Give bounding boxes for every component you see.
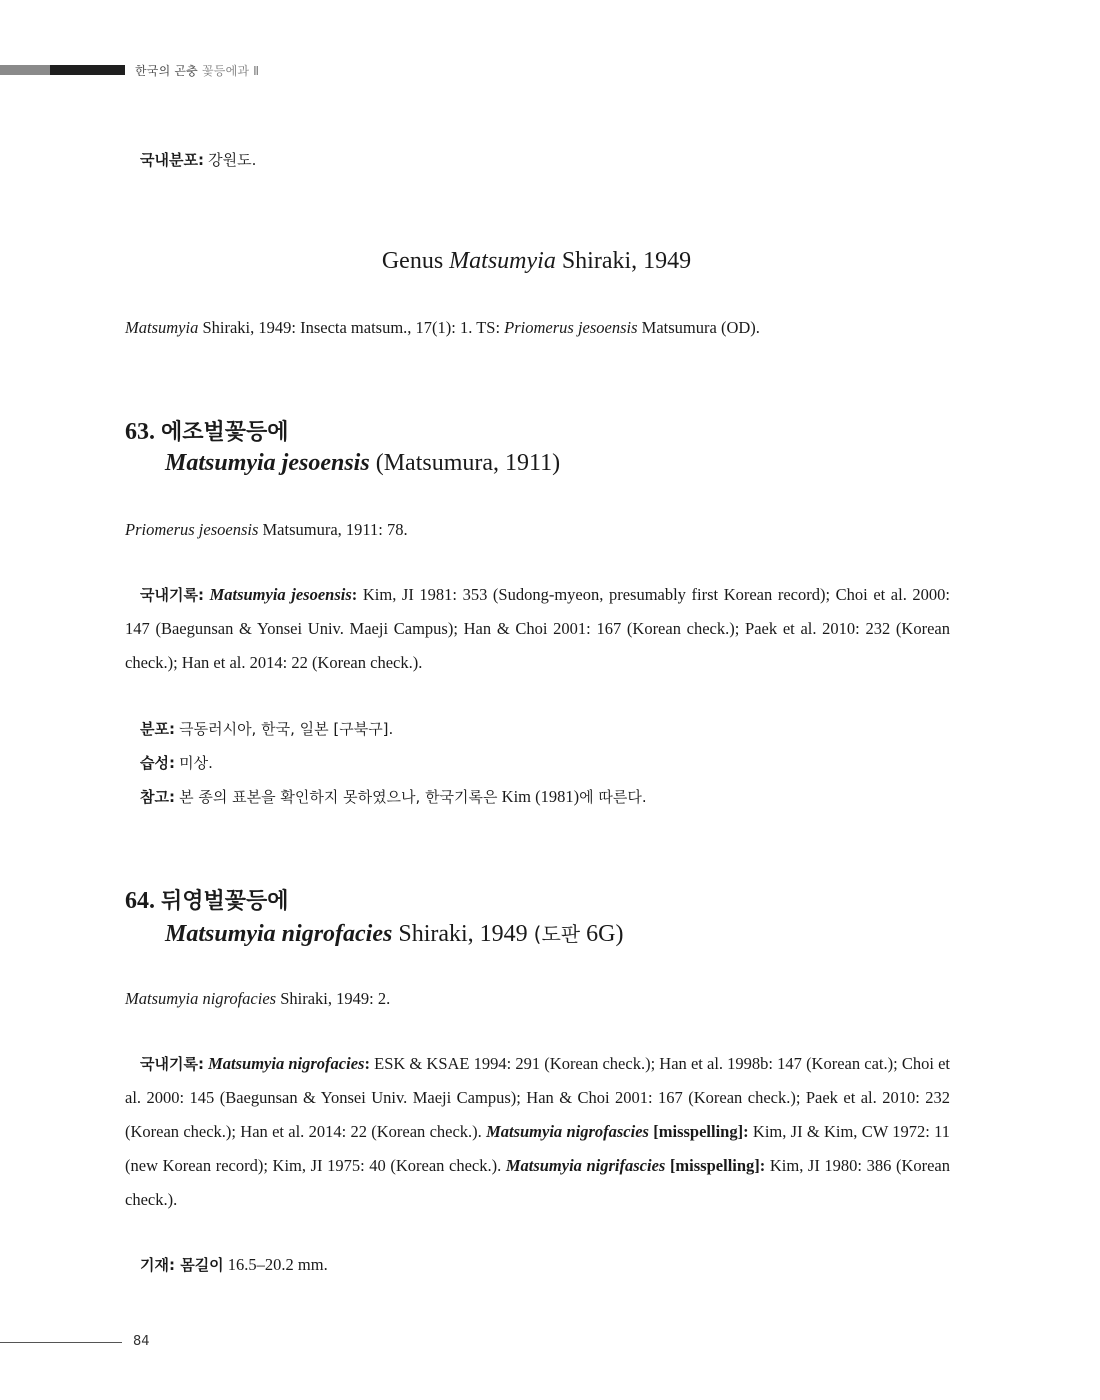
running-header	[135, 62, 259, 79]
genus-heading	[0, 248, 1073, 275]
species-64-plate-ref: 6G)	[586, 921, 624, 947]
page-number: 84	[133, 1334, 150, 1349]
species-63-number: 63.	[125, 419, 155, 445]
species-64-sci-name: Matsumyia nigrofacies	[165, 921, 393, 947]
species-64-misspell1-tag: [misspelling]:	[653, 1122, 749, 1141]
species-63-note	[125, 780, 965, 814]
genus-reference	[125, 311, 950, 345]
genus-name: Matsumyia	[449, 248, 556, 274]
species-64-synonym-ref: Shiraki, 1949: 2.	[280, 989, 391, 1008]
species-64-heading	[125, 884, 289, 915]
species-64-records-text: ESK & KSAE 1994: 291 (Korean check.); Han et al. 1998b: 147 (Korean cat.); Choi et al. 2000: 145 (Baegunsan & Yonsei Univ. Maeji Campus); Han & Choi 2001: 167 (Korean check.); Paek et al. 2010: 232 (Korean check.); Han et al. 2014: 22 (Korean check.).	[125, 1054, 951, 1141]
genus-ref-text: Shiraki, 1949: Insecta matsum., 17(1): 1. TS:	[202, 318, 501, 337]
species-63-distribution-label: 분포:	[140, 720, 175, 738]
species-63-habit-label: 습성:	[140, 754, 175, 772]
species-63-records-colon: :	[351, 585, 358, 604]
header-bar-gray	[0, 65, 50, 75]
species-64-number: 64.	[125, 888, 155, 914]
species-63-note-text-2: Kim (1981)	[501, 787, 580, 806]
species-63-author: (Matsumura, 1911)	[375, 450, 561, 476]
species-63-note-text-1: 본 종의 표본을 확인하지 못하였으나, 한국기록은	[179, 788, 498, 806]
species-63-note-text-3: 에 따른다.	[579, 788, 647, 806]
genus-author: Shiraki, 1949	[561, 248, 692, 274]
species-63-records-text: Kim, JI 1981: 353 (Sudong-myeon, presumably first Korean record); Choi et al. 2000: 147 (Baegunsan & Yonsei Univ. Maeji Campus); Han & Choi 2001: 167 (Korean check.); Paek et al. 2010: 232 (Korean check.); Han et al. 2014: 22 (Korean check.).	[125, 585, 951, 672]
species-64-misspell1-name: Matsumyia nigrofascies	[486, 1122, 649, 1141]
species-64-records	[125, 1047, 950, 1217]
footer-rule	[0, 1342, 122, 1343]
species-64-korean-name: 뒤영벌꽃등에	[161, 889, 289, 914]
species-64-misspell2-text: Kim, JI 1980: 386 (Korean check.).	[125, 1156, 951, 1209]
species-63-habit-value: 미상.	[179, 754, 213, 772]
species-64-misspell2-name: Matsumyia nigrifascies	[505, 1156, 666, 1175]
species-64-description-value: 16.5–20.2 mm.	[227, 1255, 328, 1274]
species-63-scientific	[165, 450, 560, 477]
species-63-synonym-name: Priomerus jesoensis	[125, 520, 259, 539]
header-title: 한국의 곤충	[135, 64, 198, 78]
species-63-distribution	[125, 712, 965, 746]
header-bar-dark	[50, 65, 125, 75]
species-63-korean-name: 에조벌꽃등에	[161, 420, 289, 445]
species-63-habit	[125, 746, 965, 780]
species-63-sci-name: Matsumyia jesoensis	[165, 450, 370, 476]
species-63-synonym-ref: Matsumura, 1911: 78.	[262, 520, 408, 539]
genus-ts-author: Matsumura (OD).	[641, 318, 760, 337]
species-64-records-colon: :	[364, 1054, 370, 1073]
genus-ref-name: Matsumyia	[125, 318, 199, 337]
species-63-note-label: 참고:	[140, 788, 175, 806]
genus-ts-species: Priomerus jesoensis	[504, 318, 638, 337]
species-64-plate-open: (도판	[533, 922, 581, 946]
prev-distribution	[125, 143, 965, 177]
species-64-author: Shiraki, 1949	[398, 921, 528, 947]
species-63-records-name: Matsumyia jesoensis	[209, 585, 352, 604]
header-subtitle: 꽃등에과 Ⅱ	[202, 64, 260, 78]
species-63-synonym	[125, 513, 950, 547]
species-63-records-label: 국내기록:	[140, 586, 204, 604]
species-64-records-name: Matsumyia nigrofacies	[208, 1054, 365, 1073]
species-64-synonym-name: Matsumyia nigrofacies	[125, 989, 277, 1008]
species-63-distribution-value: 극동러시아, 한국, 일본 [구북구].	[179, 720, 394, 738]
species-64-misspell2-tag: [misspelling]:	[669, 1156, 766, 1175]
species-63-records	[125, 578, 950, 680]
prev-distribution-value: 강원도.	[208, 151, 257, 169]
species-63-heading	[125, 415, 289, 446]
genus-prefix: Genus	[381, 248, 444, 274]
species-64-synonym	[125, 982, 950, 1016]
species-64-records-label: 국내기록:	[140, 1055, 204, 1073]
species-64-scientific	[165, 918, 623, 948]
species-64-description-label: 기재: 몸길이	[140, 1256, 224, 1274]
species-64-description	[125, 1248, 965, 1282]
species-64-misspell1-text: Kim, JI & Kim, CW 1972: 11 (new Korean record); Kim, JI 1975: 40 (Korean check.).	[125, 1122, 951, 1175]
prev-distribution-label: 국내분포:	[140, 151, 204, 169]
